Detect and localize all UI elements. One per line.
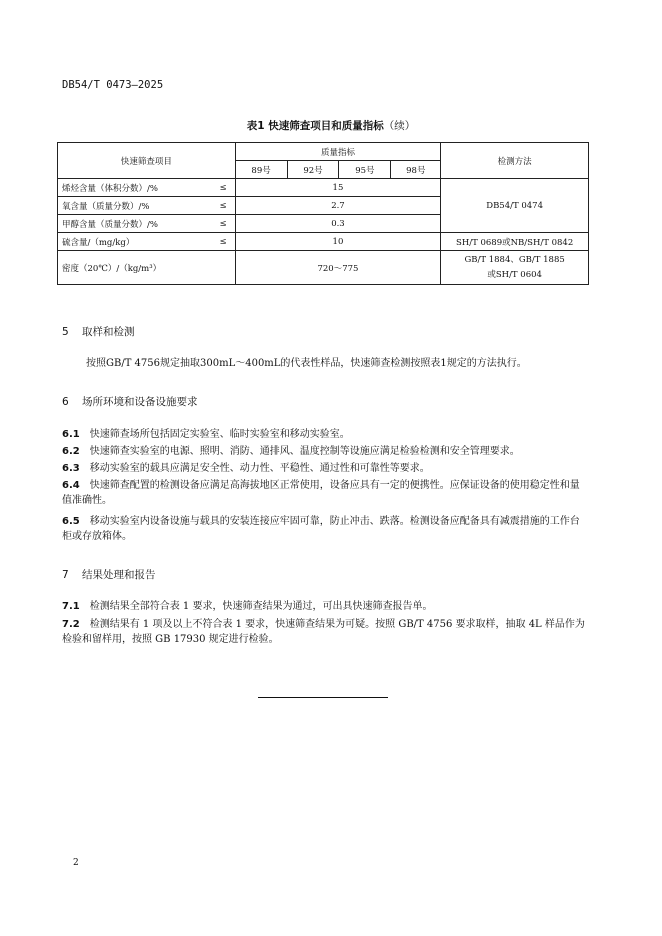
section-5-text: 按照GB/T 4756规定抽取300mL～400mL的代表性样品，快速筛查检测按照表1规定的方法执行。 [86,358,527,369]
clause-6-2: 6.2 快速筛查实验室的电源、照明、消防、通排风、温度控制等设施应满足检验检测和安全管理要求。 [62,446,520,457]
row-limit: ≤ [219,218,227,229]
table-header-row [58,143,589,161]
row-method-line: GB/T 1884、GB/T 1885 [464,254,565,265]
row-method [441,251,589,285]
clause-6-1: 6.1 快速筛查场所包括固定实验室、临时实验室和移动实验室。 [62,429,350,440]
grade-95: 95号 [339,161,391,179]
row-item-label: 烯烃含量（体积分数）/% [62,183,158,194]
header-test-method: 检测方法 [441,143,589,179]
row-item [58,233,236,251]
row-method: SH/T 0689或NB/SH/T 0842 [441,233,589,251]
end-rule [258,697,388,698]
grade-98: 98号 [391,161,441,179]
table-caption-title: 表1 快速筛查项目和质量指标 [246,120,384,132]
row-item-label: 氧含量（质量分数）/% [62,201,150,212]
clause-6-4: 6.4 快速筛查配置的检测设备应满足高海拔地区正常使用，设备应具有一定的便携性。应保证设备的使用稳定性和量值准确性。 [62,480,580,506]
row-limit: ≤ [219,236,227,247]
row-item-label: 密度（20℃）/（kg/m³） [62,263,162,274]
grade-92: 92号 [287,161,339,179]
grade-89: 89号 [235,161,287,179]
row-item-label: 甲醇含量（质量分数）/% [62,219,158,230]
clause-6-3: 6.3 移动实验室的载具应满足安全性、动力性、平稳性、通过性和可靠性等要求。 [62,463,430,474]
table-row [58,179,589,197]
row-value: 2.7 [235,197,441,215]
row-value: 15 [235,179,441,197]
clause-7-2: 7.2 检测结果有 1 项及以上不符合表 1 要求，快速筛查结果为可疑。按照 GB/T 4756 要求取样，抽取 4L 样品作为检验和留样用，按照 GB 17930 规定进行检验。 [62,619,585,645]
row-item [58,215,236,233]
row-item [58,179,236,197]
page-number: 2 [73,858,79,868]
row-limit: ≤ [219,182,227,193]
section-6-heading: 6 场所环境和设备设施要求 [62,396,198,408]
row-method-group: DB54/T 0474 [441,179,589,233]
row-method-line: 或SH/T 0604 [487,269,542,280]
row-value: 10 [235,233,441,251]
quality-index-table [57,142,589,285]
row-item [58,251,236,285]
row-item-label: 硫含量/（mg/kg） [62,237,135,248]
row-value: 720～775 [235,251,441,285]
row-value: 0.3 [235,215,441,233]
row-item [58,197,236,215]
table-row [58,251,589,285]
table-caption-continued: （续） [383,120,416,132]
clause-6-5: 6.5 移动实验室内设备设施与载具的安装连接应牢固可靠，防止冲击、跌落。检测设备应配备具有减震措施的工作台柜或存放箱体。 [62,516,580,542]
header-quality-index: 质量指标 [235,143,441,161]
clause-7-1: 7.1 检测结果全部符合表 1 要求，快速筛查结果为通过，可出具快速筛查报告单。 [62,601,433,612]
section-7-heading: 7 结果处理和报告 [62,569,156,581]
row-limit: ≤ [219,200,227,211]
table-caption [0,118,662,133]
table-row [58,233,589,251]
section-5-heading: 5 取样和检测 [62,326,135,338]
standard-code: DB54/T 0473—2025 [62,79,164,91]
header-item: 快速筛查项目 [58,143,236,179]
